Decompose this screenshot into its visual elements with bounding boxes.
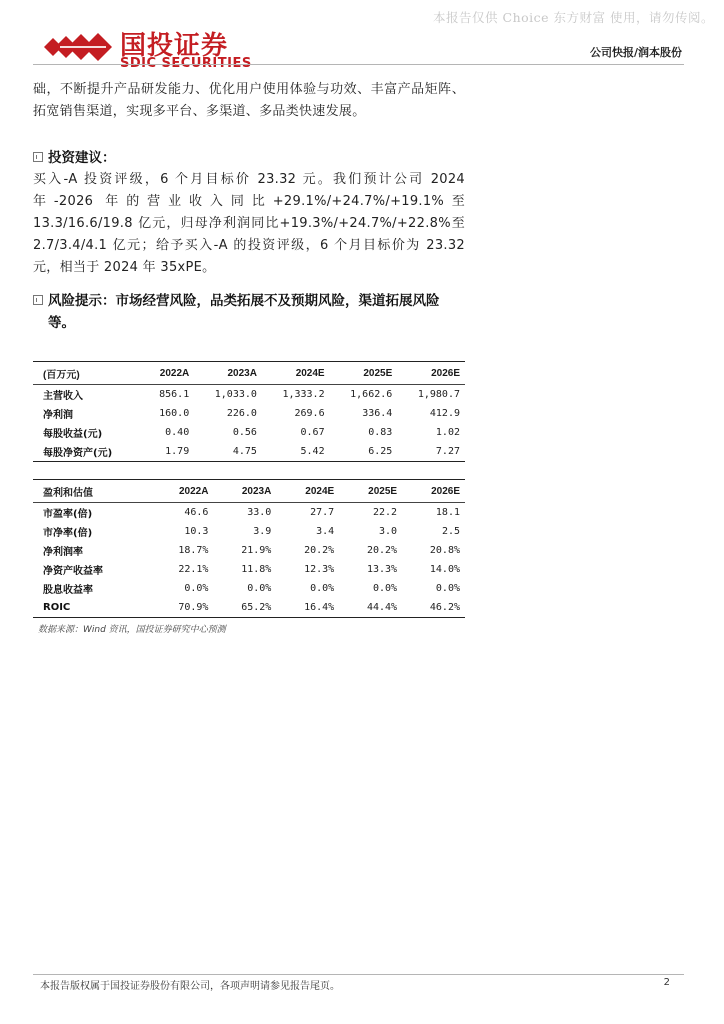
valuation-table: [33, 479, 465, 618]
financial-table: [33, 361, 465, 462]
intro-paragraph: 础，不断提升产品研发能力、优化用户使用体验与功效、丰富产品矩阵、拓宽销售渠道，实现多平台、多渠道、多品类快速发展。: [33, 82, 465, 119]
table-cell: 46.6: [184, 507, 209, 518]
table-cell: 65.2%: [213, 598, 276, 618]
table-cell: 22.1%: [178, 564, 209, 575]
table-row: [33, 404, 465, 423]
table-cell: 2.5: [441, 526, 460, 537]
table-cell: 5.42: [262, 442, 330, 462]
footer-divider: [33, 974, 684, 975]
table-cell: 净资产收益率: [43, 566, 103, 577]
investment-title-text: 投资建议：: [48, 150, 116, 166]
table-cell: 0.0%: [247, 583, 272, 594]
table-cell: 16.4%: [276, 598, 339, 618]
table-cell: 44.4%: [339, 598, 402, 618]
footer-disclaimer: 本报告版权属于国投证券股份有限公司，各项声明请参见报告尾页。: [40, 981, 340, 992]
header-report-tag: 公司快报/润本股份: [589, 46, 682, 59]
table-cell: 20.2%: [366, 545, 398, 556]
table-row: [33, 442, 465, 462]
table-row: [33, 541, 465, 560]
table-header-cell: 2025E: [339, 480, 402, 503]
table-header-cell: 2026E: [397, 362, 465, 385]
table-header-row: [33, 362, 465, 385]
table-cell: 4.75: [194, 442, 262, 462]
table-header-cell: 2023A: [213, 480, 276, 503]
table-header-cell: 2026E: [402, 480, 465, 503]
table-cell: 市净率(倍): [43, 528, 93, 539]
table-cell: 每股收益(元): [43, 429, 103, 440]
table-header-cell: 2024E: [276, 480, 339, 503]
table-cell: 0.0%: [184, 583, 209, 594]
table-cell: 12.3%: [304, 564, 335, 575]
table-cell: 18.1: [435, 507, 460, 518]
watermark: 本报告仅供 Choice 东方财富 使用，请勿传阅。: [433, 10, 714, 25]
logo-text-en: SDIC SECURITIES: [120, 56, 252, 71]
risk-title-text: 风险提示：市场经营风险，品类拓展不及预期风险，渠道拓展风险等。: [48, 293, 440, 331]
table-cell: 1,662.6: [350, 389, 393, 400]
table-cell: 6.25: [330, 442, 398, 462]
table-header-cell: 2025E: [330, 362, 398, 385]
table-row: [33, 503, 465, 523]
data-source-note: 数据来源：Wind 资讯，国投证券研究中心预测: [38, 625, 226, 635]
table-row: [33, 598, 465, 618]
table-header-cell: 2022A: [142, 362, 194, 385]
table-cell: 7.27: [397, 442, 465, 462]
table-row: [33, 385, 465, 405]
table-cell: 0.40: [165, 427, 190, 438]
table-cell: 27.7: [310, 507, 335, 518]
table-cell: 0.0%: [310, 583, 335, 594]
investment-title: [33, 147, 465, 169]
table-cell: 22.2: [372, 507, 398, 518]
table-cell: 10.3: [184, 526, 209, 537]
table-cell: 160.0: [159, 408, 190, 419]
table-cell: 股息收益率: [43, 585, 93, 596]
risk-title: [33, 290, 465, 334]
table-cell: 0.67: [300, 427, 325, 438]
table-cell: 市盈率(倍): [43, 509, 93, 520]
table-cell: 主营收入: [43, 391, 83, 402]
table-cell: 0.56: [232, 427, 257, 438]
table-header-cell: 2024E: [262, 362, 330, 385]
table-cell: 1,980.7: [417, 389, 460, 400]
table-cell: 412.9: [429, 408, 460, 419]
table-cell: 3.0: [379, 526, 398, 537]
table-cell: 21.9%: [241, 545, 272, 556]
table-cell: 856.1: [159, 389, 190, 400]
table-cell: 33.0: [247, 507, 272, 518]
table-cell: 336.4: [362, 408, 393, 419]
table-cell: 14.0%: [429, 564, 460, 575]
table-cell: ROIC: [33, 598, 151, 618]
table-row: [33, 560, 465, 579]
table-cell: 3.4: [316, 526, 335, 537]
table-cell: 11.8%: [241, 564, 272, 575]
table-cell: 净利润率: [43, 547, 83, 558]
page-number: 2: [663, 977, 670, 988]
table-cell: 20.8%: [429, 545, 460, 556]
table-cell: 226.0: [226, 408, 257, 419]
table-cell: 0.0%: [372, 583, 398, 594]
table-cell: 13.3%: [366, 564, 398, 575]
table-cell: 70.9%: [151, 598, 214, 618]
table-cell: 20.2%: [304, 545, 335, 556]
table-row: [33, 423, 465, 442]
table-cell: 18.7%: [178, 545, 209, 556]
table-cell: 1,033.0: [214, 389, 257, 400]
logo-text-cn: 国投证券: [120, 31, 229, 61]
table-cell: 1.02: [435, 427, 460, 438]
table-cell: 0.83: [368, 427, 393, 438]
logo-mark-icon: [40, 25, 116, 69]
table-cell: 净利润: [43, 410, 73, 421]
table-row: [33, 579, 465, 598]
table-header-cell: 2022A: [151, 480, 214, 503]
table-cell: 1,333.2: [282, 389, 325, 400]
table-cell: 46.2%: [402, 598, 465, 618]
table-header-cell: 盈利和估值: [33, 480, 151, 503]
table-cell: 1.79: [142, 442, 194, 462]
table-cell: 3.9: [253, 526, 272, 537]
table-cell: 0.0%: [435, 583, 460, 594]
investment-paragraph: 买入-A 投资评级，6 个月目标价 23.32 元。我们预计公司 2024 年-2026 年的营业收入同比+29.1%/+24.7%/+19.1%至 13.3/16.6/19.8 亿元，归母净利润同比+19.3%/+24.7%/+22.8%至 2.7/3.4/4.1 亿元；给予买入-A 的投资评级，6 个月目标价为 23.32 元，相当于 2024 年 35xPE。: [33, 172, 465, 275]
table-header-row: [33, 480, 465, 503]
table-header-cell: 2023A: [194, 362, 262, 385]
header-divider: [33, 64, 684, 65]
table-cell: 269.6: [294, 408, 325, 419]
section-bullet-icon: [33, 295, 43, 305]
section-bullet-icon: [33, 152, 43, 162]
table-header-cell: (百万元): [33, 362, 142, 385]
table-row: [33, 522, 465, 541]
table-cell: 每股净资产(元): [33, 442, 142, 462]
